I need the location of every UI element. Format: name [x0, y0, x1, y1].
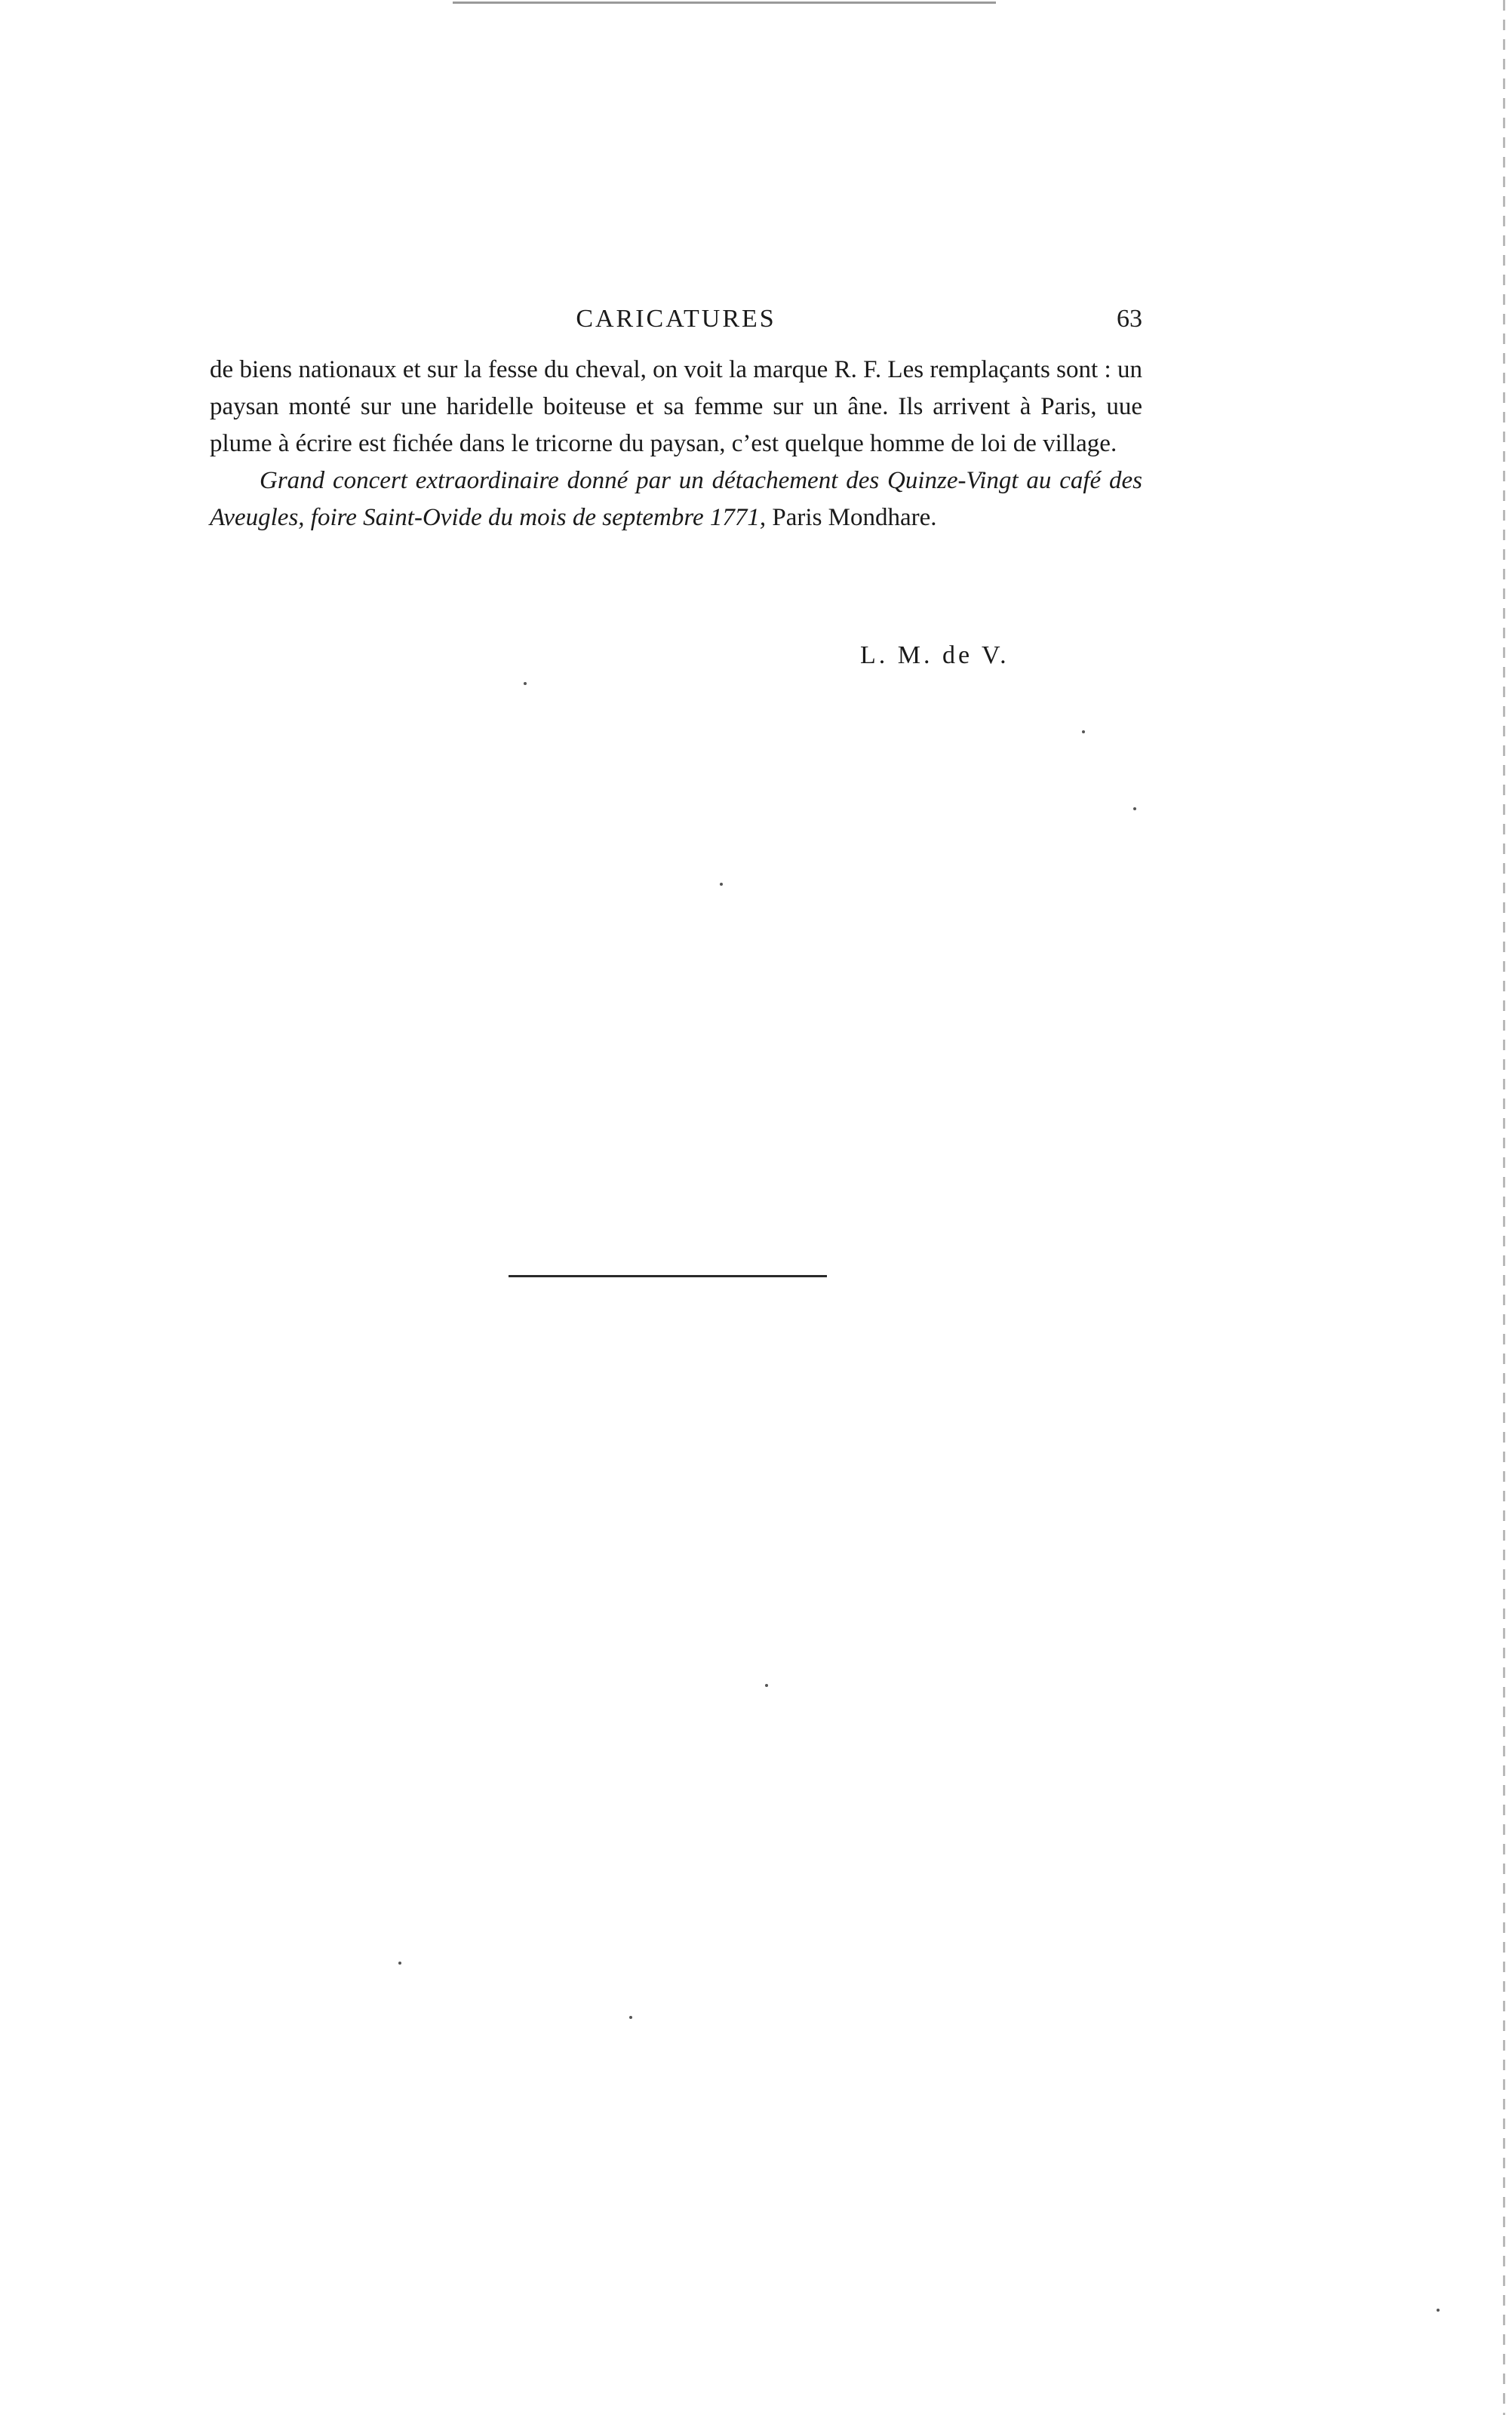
page-edge-binding — [1503, 0, 1505, 2415]
body-text — [210, 352, 1142, 536]
paper-speck — [524, 682, 527, 685]
paper-speck — [1437, 2309, 1440, 2312]
paper-speck — [765, 1684, 768, 1687]
paragraph-caricature-entry — [210, 462, 1142, 536]
caricature-title: Grand concert extraordinaire donné par un détachement des Quinze-Vingt au café des Aveugles, foire Saint-Ovide du mois de septembre 1771, — [210, 467, 1142, 531]
paper-speck — [629, 2016, 632, 2019]
paper-speck — [398, 1962, 401, 1965]
paper-speck — [1133, 807, 1136, 810]
running-title: CARICATURES — [576, 305, 776, 333]
paper-speck — [720, 883, 723, 886]
running-head — [210, 305, 1142, 341]
page-number: 63 — [1117, 305, 1142, 333]
caricature-publisher: Paris Mondhare. — [766, 504, 937, 531]
paragraph-continuation: de biens nationaux et sur la fesse du cheval, on voit la marque R. F. Les remplaçants sont : un paysan monté sur une haridelle boiteuse et sa femme sur un âne. Ils arrivent à Paris, uue plume à écrire est fichée dans le tricorne du paysan, c’est quelque homme de loi de village. — [210, 356, 1142, 457]
end-rule-divider — [509, 1275, 827, 1277]
paper-speck — [1082, 730, 1085, 733]
author-signature: L. M. de V. — [860, 641, 1010, 669]
top-edge-mark — [453, 2, 996, 4]
